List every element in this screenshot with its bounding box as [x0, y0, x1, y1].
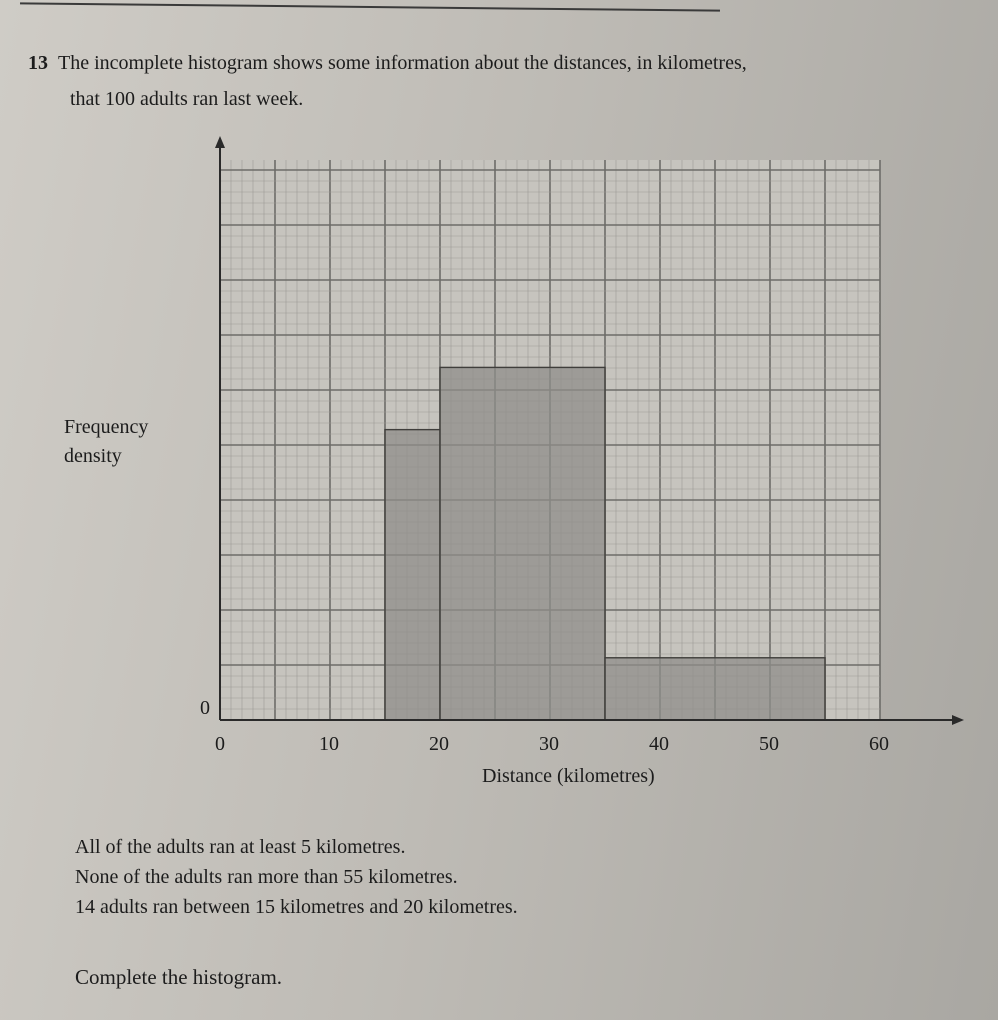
histogram-bar-1	[385, 430, 440, 720]
given-facts	[75, 832, 518, 922]
x-tick-label-60: 60	[869, 733, 889, 755]
x-axis-arrow-icon	[952, 715, 964, 725]
instruction-text: Complete the histogram.	[75, 965, 283, 989]
x-tick-label-50: 50	[759, 733, 779, 755]
fact-1: All of the adults ran at least 5 kilometres.	[75, 836, 406, 858]
x-tick-label-30: 30	[539, 733, 559, 755]
question-line-2: that 100 adults ran last week.	[70, 88, 304, 110]
fact-3: 14 adults ran between 15 kilometres and 20 kilometres.	[75, 896, 518, 918]
x-tick-label-0: 0	[215, 733, 225, 755]
x-tick-label-40: 40	[649, 733, 669, 755]
question-line-1: The incomplete histogram shows some information about the distances, in kilometres,	[58, 52, 747, 74]
y-axis-arrow-icon	[215, 136, 225, 148]
x-tick-label-10: 10	[319, 733, 339, 755]
y-axis-label-line-2: density	[64, 445, 122, 467]
y-axis-label-line-1: Frequency	[64, 416, 149, 438]
x-tick-label-20: 20	[429, 733, 449, 755]
histogram-bar-3	[605, 658, 825, 720]
fact-2: None of the adults ran more than 55 kilometres.	[75, 866, 458, 888]
x-axis-label: Distance (kilometres)	[482, 765, 655, 787]
histogram-bar-2	[440, 367, 605, 720]
question-number: 13	[28, 52, 48, 74]
y-tick-label-0: 0	[200, 697, 210, 719]
